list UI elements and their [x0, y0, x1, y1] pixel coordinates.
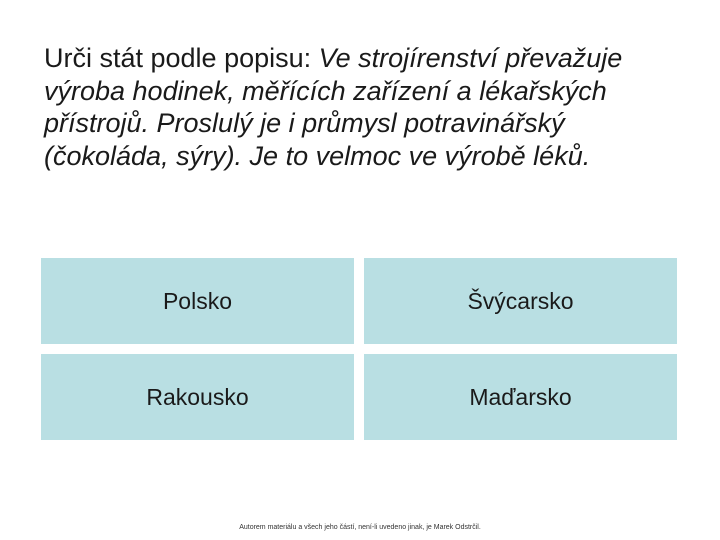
question-lead: Urči stát podle popisu:	[44, 43, 319, 73]
answer-option-madarsko[interactable]	[364, 354, 677, 440]
author-footer: Autorem materiálu a všech jeho částí, není-li uvedeno jinak, je Marek Odstrčil.	[239, 524, 481, 531]
answer-label: Švýcarsko	[467, 287, 574, 314]
answer-label: Rakousko	[146, 383, 249, 410]
question-body: Ve strojírenství převažuje výroba hodinek, měřících zařízení a lékařských přístrojů. Proslulý je i průmysl potravinářský (čokoláda, sýry). Je to velmoc ve výrobě léků.	[44, 43, 623, 171]
answer-label: Maďarsko	[469, 383, 572, 410]
question-text	[44, 42, 694, 172]
answer-option-rakousko[interactable]	[41, 354, 354, 440]
answer-label: Polsko	[162, 287, 233, 314]
answer-option-polsko[interactable]	[41, 258, 354, 344]
answer-option-svycarsko[interactable]	[364, 258, 677, 344]
